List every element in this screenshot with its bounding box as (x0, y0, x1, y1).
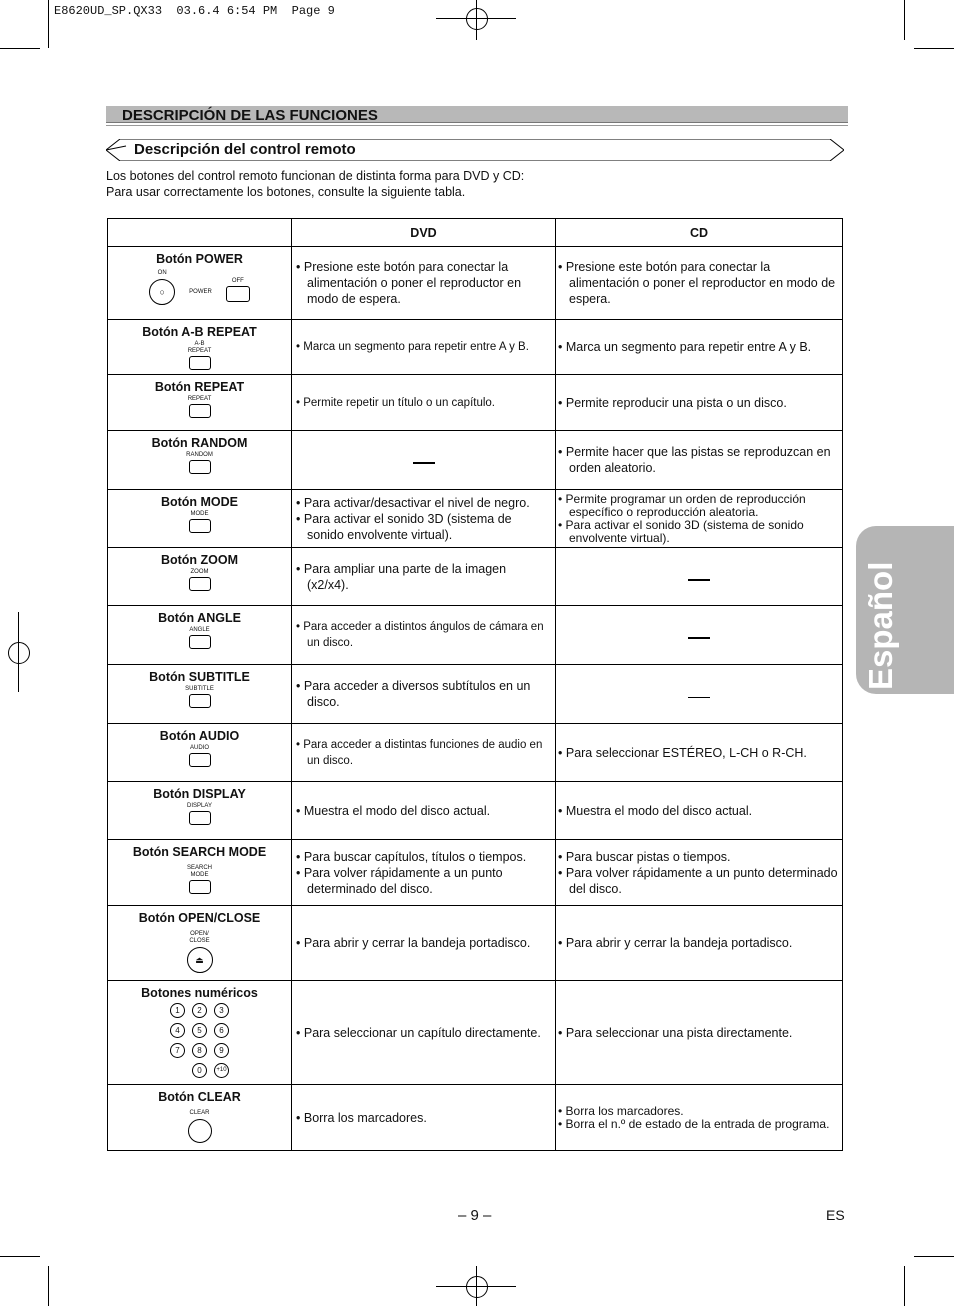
description: • Para activar el sonido 3D (sistema de sonido envolvente virtual). (558, 519, 840, 545)
random-key-icon (189, 460, 211, 474)
button-name: Botón A-B REPEAT (142, 325, 257, 339)
table-row (108, 1085, 843, 1151)
description: • Para seleccionar ESTÉREO, L-CH o R-CH. (558, 745, 840, 761)
button-cell (108, 247, 292, 320)
remote-key-label: OFF (231, 278, 244, 284)
power-on-icon: ○ (149, 279, 175, 305)
column-header: DVD (292, 219, 556, 247)
language-code: ES (826, 1207, 845, 1223)
remote-key-label: CLEAR (189, 1110, 210, 1116)
cd-cell (556, 247, 843, 320)
registration-mark (466, 8, 488, 30)
number-key-icon: 4 (170, 1023, 185, 1038)
dvd-cell (292, 1085, 556, 1151)
remote-key-label: REPEAT (187, 348, 212, 354)
button-name: Botón ANGLE (158, 611, 241, 625)
cd-cell (556, 548, 843, 606)
button-cell (108, 906, 292, 981)
table-row (108, 431, 843, 490)
table-header-row (108, 219, 843, 247)
dvd-cell (292, 665, 556, 724)
crop-mark (48, 0, 49, 48)
crop-mark (476, 1266, 477, 1306)
table-row (108, 724, 843, 782)
remote-key-label: SUBTITLE (185, 686, 214, 692)
repeat-key-icon (189, 404, 211, 418)
display-key-icon (189, 811, 211, 825)
dvd-cell (292, 782, 556, 840)
table-row (108, 320, 843, 375)
not-applicable-dash (413, 462, 435, 464)
cd-cell (556, 665, 843, 724)
cd-cell (556, 1085, 843, 1151)
number-key-icon: 8 (192, 1043, 207, 1058)
power-icon-group (108, 268, 291, 305)
description: • Para acceder a diversos subtítulos en un disco. (296, 678, 551, 710)
crop-mark (0, 48, 40, 49)
language-tab-label: Español (862, 561, 899, 690)
number-key-icon: 3 (214, 1003, 229, 1018)
cd-cell (556, 320, 843, 375)
audio-key-icon (189, 753, 211, 767)
remote-key-label: MODE (190, 872, 209, 878)
description: • Marca un segmento para repetir entre A y B. (558, 339, 840, 355)
remote-key-label: SEARCH (186, 865, 212, 871)
eject-icon: ⏏ (187, 947, 213, 973)
number-key-icon: 2 (192, 1003, 207, 1018)
remote-key-label: A-B (194, 341, 205, 347)
cd-cell (556, 490, 843, 548)
description: • Presione este botón para conectar la alimentación o poner el reproductor en modo de espera. (296, 259, 551, 307)
button-name: Botón SEARCH MODE (132, 845, 267, 859)
cd-cell (556, 840, 843, 906)
cd-cell (556, 981, 843, 1085)
mode-key-icon (189, 519, 211, 533)
table-row (108, 981, 843, 1085)
clear-key-icon (188, 1119, 212, 1143)
page-number: – 9 – (458, 1207, 492, 1224)
table-row (108, 606, 843, 665)
description: • Para seleccionar un capítulo directamente. (296, 1025, 551, 1041)
dvd-cell (292, 906, 556, 981)
dvd-cell (292, 606, 556, 665)
not-applicable-dash (688, 637, 710, 639)
remote-functions-table (107, 218, 843, 1151)
file-header: E8620UD_SP.QX33 03.6.4 6:54 PM Page 9 (54, 4, 335, 18)
zoom-key-icon (189, 577, 211, 591)
button-name: Botón AUDIO (159, 729, 240, 743)
crop-mark (914, 48, 954, 49)
remote-key-label: RANDOM (186, 452, 213, 458)
description: • Muestra el modo del disco actual. (296, 803, 551, 819)
description: • Para ampliar una parte de la imagen (x2/x4). (296, 561, 551, 593)
button-cell (108, 375, 292, 431)
table-row (108, 247, 843, 320)
button-cell (108, 981, 292, 1085)
description: • Para volver rápidamente a un punto determinado del disco. (296, 865, 551, 897)
button-name: Botón MODE (160, 495, 239, 509)
button-name: Botón OPEN/CLOSE (138, 911, 261, 925)
cd-cell (556, 906, 843, 981)
registration-mark (466, 1276, 488, 1298)
registration-mark (8, 642, 30, 664)
remote-key-label: AUDIO (189, 745, 209, 751)
description: • Borra el n.º de estado de la entrada de programa. (558, 1118, 840, 1131)
power-off-icon (226, 286, 250, 302)
angle-key-icon (189, 635, 211, 649)
intro-line: Los botones del control remoto funcionan de distinta forma para DVD y CD: (106, 169, 525, 183)
number-key-icon: 0 (192, 1063, 207, 1078)
button-name: Botón RANDOM (151, 436, 248, 450)
column-header (108, 219, 292, 247)
remote-key-label: POWER (189, 289, 212, 295)
not-applicable-dash (688, 697, 710, 698)
table-row (108, 375, 843, 431)
crop-mark (914, 1256, 954, 1257)
button-cell (108, 490, 292, 548)
dvd-cell (292, 724, 556, 782)
section-title: DESCRIPCIÓN DE LAS FUNCIONES (122, 107, 378, 124)
description: • Para acceder a distintas funciones de audio en un disco. (296, 737, 551, 769)
dvd-cell (292, 548, 556, 606)
description: • Para seleccionar una pista directamente. (558, 1025, 840, 1041)
description: • Marca un segmento para repetir entre A y B. (296, 339, 551, 355)
button-cell (108, 1085, 292, 1151)
button-name: Botones numéricos (141, 986, 258, 1000)
button-cell (108, 548, 292, 606)
crop-mark (904, 0, 905, 40)
description: • Permite repetir un título o un capítulo. (296, 395, 551, 411)
description: • Para activar el sonido 3D (sistema de sonido envolvente virtual). (296, 511, 551, 543)
column-header: CD (556, 219, 843, 247)
dvd-cell (292, 320, 556, 375)
table-row (108, 782, 843, 840)
numeric-keypad-icon (167, 1003, 233, 1078)
button-name: Botón REPEAT (154, 380, 245, 394)
description: • Borra los marcadores. (296, 1110, 551, 1126)
cd-cell (556, 782, 843, 840)
table-row (108, 906, 843, 981)
crop-mark (904, 1266, 905, 1306)
search-mode-key-icon (189, 880, 211, 894)
button-cell (108, 840, 292, 906)
description: • Presione este botón para conectar la alimentación o poner el reproductor en modo de espera. (558, 259, 840, 307)
description: • Para acceder a distintos ángulos de cámara en un disco. (296, 619, 551, 651)
button-cell (108, 724, 292, 782)
dvd-cell (292, 431, 556, 490)
cd-cell (556, 606, 843, 665)
button-name: Botón ZOOM (160, 553, 239, 567)
remote-key-label: ZOOM (190, 569, 209, 575)
description: • Permite programar un orden de reproducción específico o reproducción aleatoria. (558, 493, 840, 519)
button-cell (108, 665, 292, 724)
number-key-icon: 1 (170, 1003, 185, 1018)
crop-mark (18, 612, 19, 692)
remote-key-label: CLOSE (189, 938, 210, 944)
button-name: Botón CLEAR (158, 1090, 241, 1104)
dvd-cell (292, 247, 556, 320)
remote-key-label: REPEAT (187, 396, 212, 402)
dvd-cell (292, 840, 556, 906)
crop-mark (48, 1266, 49, 1306)
cd-cell (556, 724, 843, 782)
intro-line: Para usar correctamente los botones, consulte la siguiente tabla. (106, 185, 466, 199)
cd-cell (556, 431, 843, 490)
number-key-icon: 6 (214, 1023, 229, 1038)
description: • Permite reproducir una pista o un disco. (558, 395, 840, 411)
crop-mark (476, 0, 477, 40)
table-row (108, 490, 843, 548)
number-key-icon: 5 (192, 1023, 207, 1038)
button-cell (108, 606, 292, 665)
button-name: Botón SUBTITLE (149, 670, 250, 684)
description: • Para buscar pistas o tiempos. (558, 849, 840, 865)
description: • Muestra el modo del disco actual. (558, 803, 840, 819)
dvd-cell (292, 375, 556, 431)
table-row (108, 548, 843, 606)
table-row (108, 665, 843, 724)
subsection-title: Descripción del control remoto (134, 141, 356, 158)
button-cell (108, 782, 292, 840)
remote-key-label: MODE (190, 511, 209, 517)
remote-key-label: ON (157, 270, 167, 276)
description: • Para abrir y cerrar la bandeja portadisco. (558, 935, 840, 951)
button-name: Botón POWER (156, 252, 243, 266)
description: • Permite hacer que las pistas se reproduzcan en orden aleatorio. (558, 444, 840, 476)
description: • Para volver rápidamente a un punto determinado del disco. (558, 865, 840, 897)
remote-key-label: OPEN/ (190, 931, 209, 937)
cd-cell (556, 375, 843, 431)
divider (106, 125, 848, 126)
button-cell (108, 431, 292, 490)
number-key-icon: 9 (214, 1043, 229, 1058)
table-row (108, 840, 843, 906)
remote-key-label: ANGLE (189, 627, 210, 633)
ab-repeat-key-icon (189, 356, 211, 370)
button-name: Botón DISPLAY (153, 787, 246, 801)
description: • Para buscar capítulos, títulos o tiempos. (296, 849, 551, 865)
description: • Borra los marcadores. (558, 1105, 840, 1118)
remote-key-label: DISPLAY (187, 803, 212, 809)
dvd-cell (292, 490, 556, 548)
dvd-cell (292, 981, 556, 1085)
button-cell (108, 320, 292, 375)
description: • Para activar/desactivar el nivel de negro. (296, 495, 551, 511)
plus10-key-icon: +10 (214, 1063, 229, 1078)
subtitle-key-icon (189, 694, 211, 708)
crop-mark (0, 1256, 40, 1257)
number-key-icon: 7 (170, 1043, 185, 1058)
description: • Para abrir y cerrar la bandeja portadisco. (296, 935, 551, 951)
not-applicable-dash (688, 579, 710, 581)
